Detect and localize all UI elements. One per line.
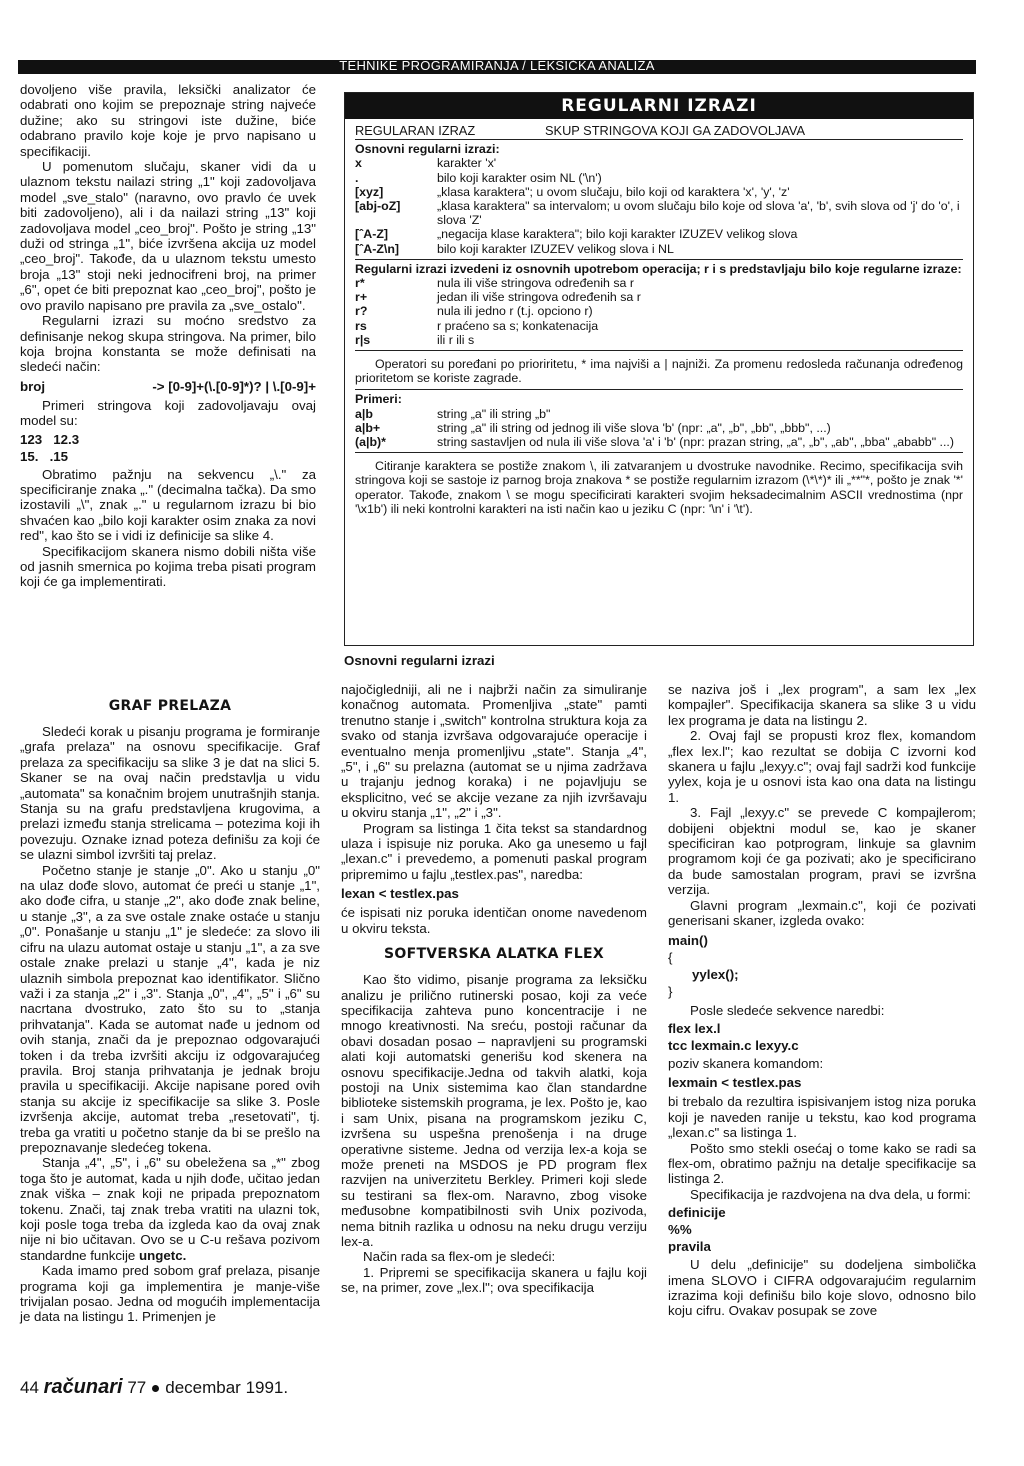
- quoting-note: Citiranje karaktera se postiže znakom \, ili zatvaranjem u dvostruke navodnike. Recimo, specifikacija svih stringova koji se sastoje iz parnog broja znakova * se postiže regularnim izrazom (\*\*)* ili „**"*, pošto je znak '*' operator. Takođe, znakom \ se mogu specificirati karakteri svojim heksadecimalnim ASCII vrednostima (npr '\x1b') ili neki kontrolni karakteri na isti način kao u jeziku C (npr: '\n' i '\t').: [355, 459, 963, 516]
- box-subheading: Regularni izrazi izvedeni iz osnovnih upotrebom operacija; r i s predstavljaju bilo koje regularne izraze:: [355, 261, 962, 276]
- subheading-graf-prelaza: GRAF PRELAZA: [108, 698, 232, 714]
- paragraph: Kada imamo pred sobom graf prelaza, pisanje programa koji ga implementira je manje-više trivijalan posao. Jedna od mogućih implementacija je data na listingu 1. Primenjen je: [20, 1263, 320, 1325]
- command-line: lexmain < testlex.pas: [668, 1075, 802, 1091]
- paragraph: Način rada sa flex-om je sledeći:: [363, 1249, 556, 1265]
- regex: r*: [355, 276, 365, 291]
- code-line: {: [668, 949, 673, 965]
- section-header-bar: [18, 60, 976, 74]
- regex-value: -> [0-9]+(\.[0-9]*)? | \.[0-9]+: [152, 378, 316, 394]
- example-numbers: 123 12.3: [20, 431, 80, 447]
- paragraph: Obratimo pažnju na sekvencu „\." za specificiranje znaka „." (decimalna tačka). Da smo izostavili „\", znak „." u regularnom izrazu bi bio shvaćen kao „bilo koji karakter osim znaka za novi red", kao što se i vidi iz definicije sa slike 4.: [20, 466, 316, 544]
- derived-regex-list: [355, 276, 963, 347]
- table-row: [355, 276, 963, 290]
- paragraph: 2. Ovaj fajl se propusti kroz flex, komandom „flex lex.l"; kao rezultat se dobija C izvorni kod skanera u fajlu „lexyy.c"; ovaj fajl sadrži kod funkcije yylex, koja je u osnovi ista kao ona data na listingu 1.: [668, 728, 976, 805]
- code-line: definicije: [668, 1205, 726, 1221]
- table-header: [355, 121, 963, 140]
- meaning: jedan ili više stringova određenih sa r: [437, 290, 641, 305]
- issue-date: decembar 1991.: [165, 1378, 289, 1397]
- table-row: [355, 435, 963, 449]
- meaning: karakter 'x': [437, 156, 497, 171]
- bullet-icon: [152, 1385, 159, 1392]
- divider: [355, 452, 963, 453]
- regex: [ˆA-Z\n]: [355, 241, 400, 256]
- box-caption: Osnovni regularni izrazi: [344, 653, 495, 668]
- box-subheading: Osnovni regularni izrazi:: [355, 142, 500, 157]
- paragraph: Specifikacija je razdvojena na dva dela, u formi:: [690, 1186, 971, 1202]
- function-name: ungetc.: [139, 1247, 187, 1263]
- paragraph: najočigledniji, ali ne i najbrži način za simuliranje konačnog automata. Promenljiva „state" pamti trenutno stanje i „switch" kontrolna struktura koja za svako od stanja izvršava odgovarajuće operacije i eventualno menja promenljivu „state". Stanja „4", „5", i „6" su prelazna (automat se u njima zadržava u trajanju jednog koraka) i ne pojavljuju se eksplicitno, već se akcije vezane za njih izvršavaju u okviru stanja „1", „2" i „3".: [341, 682, 647, 821]
- regex: [ˆA-Z]: [355, 227, 389, 242]
- meaning: bilo koji karakter IZUZEV velikog slova i NL: [437, 241, 674, 256]
- meaning: „negacija klase karaktera"; bilo koji karakter IZUZEV velikog slova: [437, 227, 798, 242]
- meaning: „klasa karaktera"; u ovom slučaju, bilo koji od karaktera 'x', 'y', 'z': [437, 184, 790, 199]
- column-left-top: [20, 82, 316, 590]
- meaning: nula ili jedno r (t.j. opciono r): [437, 304, 593, 319]
- column-middle: [341, 682, 647, 1296]
- paragraph: U pomenutom slučaju, skaner vidi da u ulaznom tekstu nailazi string „1" koji zadovoljava model „sve_stalo" (naravno, ovo pravlo će uvek biti zadovoljeno), ali i da nailazi string „13" koji zadovoljava model „ceo_broj". Pošto je string „13" duži od stringa „1", biće izvršena akcija uz model „ceo_broj". Takođe, da u ulaznom tekstu umesto broja „13" stoji neki jednocifreni broj, na primer „6", opet će biti prepoznat kao „ceo_broj", pošto je ovo pravilo napisano pre pravila za „sve_ostalo".: [20, 159, 316, 313]
- code-line: yylex();: [692, 966, 739, 982]
- paragraph: poziv skanera komandom:: [668, 1055, 824, 1071]
- paragraph: U delu „definicije" su dodeljena simbolička imena SLOVO i CIFRA odgovarajućim regularnim izrazima koji definišu bilo koje slovo, odnosno bilo koju cifru. Ovakav posupak se zove: [668, 1257, 976, 1319]
- column-left-bottom: [20, 688, 320, 1325]
- meaning: r praćeno sa s; konkatenacija: [437, 318, 599, 333]
- regex-name: broj: [20, 378, 46, 394]
- regex: r?: [355, 304, 368, 319]
- meaning: bilo koji karakter osim NL ('\n'): [437, 170, 602, 185]
- command-line: tcc lexmain.c lexyy.c: [668, 1037, 799, 1053]
- regex: a|b: [355, 406, 373, 421]
- page-number: 44: [20, 1378, 39, 1397]
- paragraph: [20, 1155, 320, 1263]
- divider: [355, 259, 963, 260]
- paragraph: Početno stanje je stanje „0". Ako u stanju „0" na ulaz dođe slovo, automat će preći u stanje „1", ako dođe cifra, u stanje „2", ako dođe znak beline, u stanje „3", a za sve ostale znake ostaće u stanju „0". Ponašanje u stanju „1" je sledeće: za slovo ili cifru na ulazu automat ostaje u stanju „1", a za sve ostale znake prelazi u stanje „4", kada je niz ulaznih simbola prepoznat kao identifikator. Slično važi i za stanja „2" i „3". Stanja „0", „4", „5" i „6" su nacrtana dvostruko, zato što su to „stanja prihvatanja". Kada se automat nađe u jednom od ovih stanja, znači da je prepoznao odgovarajući token i da treba izvršiti akciju iz odgovarajućeg pravila. Broj stanja prihvatanja je jednak broju pravila u specifikaciji. Akcije napisane pored ovih stanja su akcije iz specifikacije sa slike 3. Posle izvršenja akcije, automat treba „resetovati", tj. treba ga vratiti u početno stanje da bi se prešlo na prepoznavanje sledećeg tokena.: [20, 862, 320, 1155]
- paragraph: Regularni izrazi su moćno sredstvo za definisanje nekog skupa stringova. Na primer, bilo koja brojna konstanta se može definisati na sledeći način:: [20, 313, 316, 375]
- example-numbers: 15. .15: [20, 448, 69, 464]
- regex: [abj-oZ]: [355, 199, 401, 214]
- page-footer: [20, 1376, 288, 1399]
- table-row: [355, 290, 963, 304]
- magazine-logo: računari: [43, 1376, 123, 1398]
- regex: [xyz]: [355, 184, 384, 199]
- table-row: [355, 304, 963, 318]
- meaning: string „a" ili string od jednog ili više slova 'b' (npr: „a", „b", „bb", „bbb", ...): [437, 420, 831, 435]
- column-right: [668, 682, 976, 1319]
- table-row: [355, 199, 963, 227]
- paragraph: će ispisati niz poruka identičan onome navedenom u okviru teksta.: [341, 905, 647, 936]
- regex-example: [20, 378, 316, 395]
- code-line: %%: [668, 1222, 692, 1238]
- meaning: „klasa karaktera" sa intervalom; u ovom slučaju bilo koje od slova 'a', 'b', svih slova od 'j' do 'o', i slova 'Z': [437, 199, 960, 228]
- paragraph: 1. Pripremi se specifikacija skanera u fajlu koji se, na primer, zove „lex.l"; ova specifikacija: [341, 1264, 647, 1296]
- code-line: main(): [668, 932, 708, 948]
- regex: a|b+: [355, 420, 381, 435]
- table-row: [355, 319, 963, 333]
- regex: (a|b)*: [355, 435, 387, 450]
- meaning: string „a" ili string „b": [437, 406, 551, 421]
- table-row: [355, 421, 963, 435]
- meaning: ili r ili s: [437, 332, 475, 347]
- table-row: [355, 333, 963, 347]
- paragraph: 3. Fajl „lexyy.c" se prevede C kompajlerom; dobijeni objektni modul se, kao je skaner specificiran kao potprogram, linkuje sa glavnim programom koji će ga pozivati; ako je specificirano da bude samostalan program, pravi se izvršna verzija.: [668, 805, 976, 898]
- column-header: SKUP STRINGOVA KOJI GA ZADOVOLJAVA: [545, 123, 806, 138]
- priority-note: Operatori su poređani po prioriritetu, * ima najviši a | najniži. Za promenu redosleda računanja određenog prioritetom se koriste zagrade.: [355, 357, 963, 386]
- regex-table-box: [344, 92, 974, 646]
- issue-number: 77: [127, 1378, 147, 1397]
- box-title: REGULARNI IZRAZI: [345, 93, 973, 119]
- table-row: [355, 242, 963, 256]
- paragraph: Sledeći korak u pisanju programa je formiranje „grafa prelaza" na osnovu specifikacije. Graf prelaza za specifikaciju sa slike 3 je dat na slici 5. Skaner se na ovaj način predstavlja u vidu „automata" sa konačnim brojem unutrašnjih stanja. Stanja su na grafu predstavljena krugovima, a prelazi između stanja strelicama – potezima koji ih povezuju. Oznake iznad poteza definišu za koji će se ulazni simbol izvršiti taj prelaz.: [20, 724, 320, 863]
- divider: [355, 389, 963, 390]
- command-line: flex lex.l: [668, 1020, 721, 1036]
- regex: x: [355, 156, 362, 171]
- regex: .: [355, 170, 359, 185]
- regex: rs: [355, 318, 367, 333]
- section-title: TEHNIKE PROGRAMIRANJA / LEKSIČKA ANALIZA: [339, 58, 655, 73]
- regex: r|s: [355, 332, 371, 347]
- command-line: lexan < testlex.pas: [341, 886, 459, 902]
- subheading-flex: SOFTVERSKA ALATKA FLEX: [384, 946, 604, 963]
- paragraph: Program sa listinga 1 čita tekst sa standardnog ulaza i ispisuje niz poruka. Ako ga unesemo u fajl „lexan.c" i prevedemo, a pomenuti paskal program pripremimo u fajlu „testlex.pas", naredba:: [341, 820, 647, 882]
- paragraph: Specifikacijom skanera nismo dobili ništa više od jasnih smernica po kojima treba pisati program koji će ga implementirati.: [20, 543, 316, 590]
- box-subheading: Primeri:: [355, 392, 402, 407]
- table-row: [355, 407, 963, 421]
- paragraph: Glavni program „lexmain.c", koji će pozivati generisani skaner, izgleda ovako:: [668, 897, 976, 929]
- paragraph: Kao što vidimo, pisanje programa za leksičku analizu je prilično rutinerski posao, koji za veće specifikacija zahteva puno koncentracije i ne mnogo kreativnosti. Na sreću, postoji računar da obavi dosadan posao – napravljeni su programski alati koji automatski generišu kod skenera na osnovu specifikacije.Jedna od takvih alatki, koja postoji na Unix sistemima kao član standardne biblioteke sistemskih programa, je lex. Pošto je, kao i sam Unix, pisana na programskom jeziku C, izvršena su uspešna prenošenja i na druge operativne sisteme. Jedna od verzija lex-a koja se može preneti na MSDOS je PD program flex razvijen na univerzitetu Berkley. Primeri koji slede su testirani sa flex-om. Naravno, zbog visoke međusobne kompatibilnosti svih Unix pozivoda, nema bitnih razlika u odnosu na neku drugu verziju lex-a.: [341, 972, 647, 1249]
- regex: r+: [355, 290, 368, 305]
- table-row: [355, 171, 963, 185]
- column-header: REGULARAN IZRAZ: [355, 123, 476, 138]
- paragraph: Posle sledeće sekvence naredbi:: [690, 1002, 885, 1018]
- table-row: [355, 156, 963, 170]
- table-row: [355, 185, 963, 199]
- paragraph: bi trebalo da rezultira ispisivanjem istog niza poruka koji je naveden ranije u tekstu, kao kod programa „lexan.c" sa listinga 1.: [668, 1094, 976, 1141]
- code-line: }: [668, 983, 673, 999]
- basic-regex-list: [355, 156, 963, 255]
- paragraph: Primeri stringova koji zadovoljavaju ovaj model su:: [20, 397, 316, 429]
- table-row: [355, 227, 963, 241]
- divider: [355, 350, 963, 351]
- paragraph: Pošto smo stekli osećaj o tome kako se radi sa flex-om, obratimo pažnju na detalje specifikacije sa listinga 2.: [668, 1140, 976, 1187]
- meaning: nula ili više stringova određenih sa r: [437, 276, 634, 291]
- paragraph-text: Stanja „4", „5", i „6" su obeležena sa „*" zbog toga što je automat, kada u njih dođe, učitao jedan znak viška – znak koji ne pripada prepoznatom tokenu. Znači, taj znak treba vratiti na ulazni tok, koji posle toga treba da izgleda kao da ovaj znak nije ni bio učitavan. Ovo se u C-u rešava pozivom standardne funkcije: [20, 1155, 320, 1263]
- meaning: string sastavljen od nula ili više slova 'a' i 'b' (npr: prazan string, „a", „b", „ab", „bba" „ababb" ...): [437, 435, 954, 450]
- examples-list: [355, 407, 963, 450]
- paragraph: dovoljeno više pravila, leksički analizator će odabrati ono kojim se prepoznaje string najveće dužine; ako su stringovi iste dužine, biće odabrano pravilo koje koje je prvo napisano u specifikaciji.: [20, 82, 316, 159]
- code-line: pravila: [668, 1239, 711, 1255]
- paragraph: se naziva još i „lex program", a sam lex „lex kompajler". Specifikacija skanera sa slike 3 u vidu lex programa je data na listingu 2.: [668, 682, 976, 728]
